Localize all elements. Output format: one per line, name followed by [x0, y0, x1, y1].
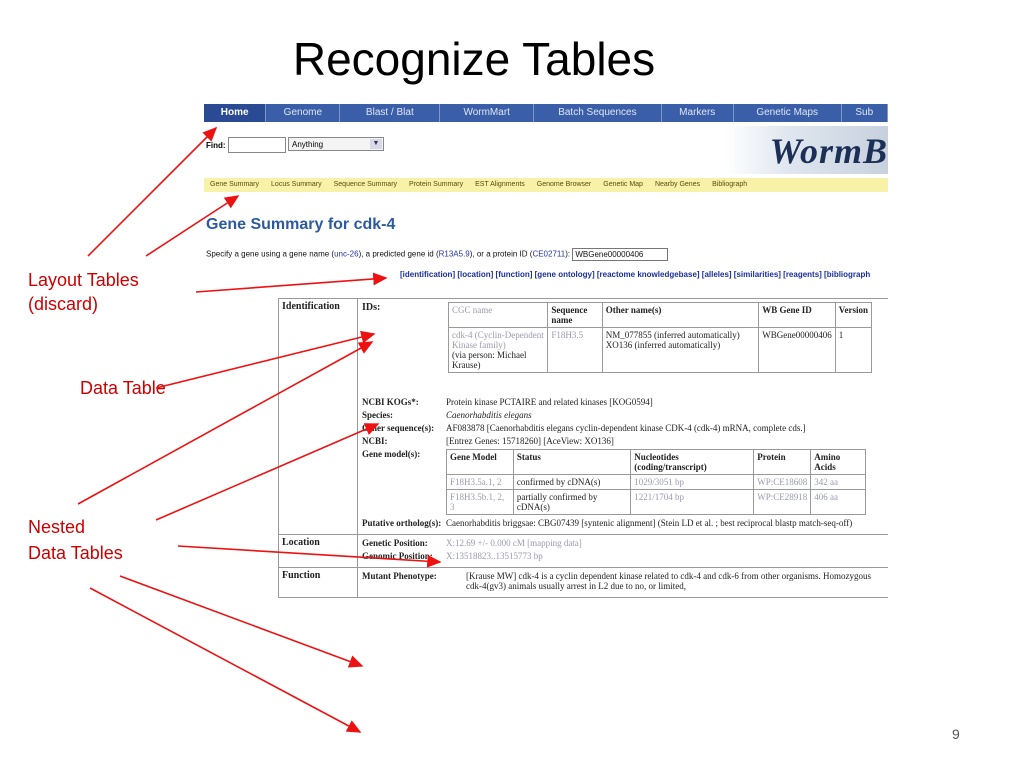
- function-label: Function: [279, 568, 358, 598]
- subnav-nearby-genes[interactable]: Nearby Genes: [654, 181, 701, 188]
- mutant-phenotype-row: [362, 571, 885, 591]
- other-sequences-row: [362, 423, 885, 433]
- gm-model-cell[interactable]: F18H3.5a.1, 2: [447, 475, 514, 490]
- ids-table: [448, 302, 872, 373]
- ortholog-value: Caenorhabditis briggsae: CBG07439 [syntenic alignment] (Stein LD et al. ; best reciprocal blastp match-seq-off): [446, 518, 853, 528]
- ortholog-row: [362, 518, 885, 528]
- function-body: [358, 568, 889, 598]
- nav-sub[interactable]: Sub: [842, 104, 888, 122]
- specify-mid1: ), a predicted gene id (: [358, 249, 439, 259]
- genomic-position-label: Genomic Position:: [362, 551, 433, 561]
- gm-status-cell: confirmed by cDNA(s): [513, 475, 630, 490]
- nav-genome[interactable]: Genome: [266, 104, 340, 122]
- subnav-bibliography[interactable]: Bibliograph: [712, 181, 748, 188]
- gm-aa-cell: 342 aa: [811, 475, 866, 490]
- example-gene-name-link[interactable]: unc-26: [334, 249, 359, 259]
- identification-label: Identification: [279, 299, 358, 535]
- nav-wormmart[interactable]: WormMart: [440, 104, 534, 122]
- ids-other-cell: NM_077855 (inferred automatically) XO136 (inferred automatically): [602, 328, 759, 373]
- gene-summary-title: Gene Summary for cdk-4: [206, 216, 396, 233]
- top-navbar: [204, 104, 888, 122]
- arrow-layout-nav: [88, 128, 216, 256]
- find-label: Find:: [206, 141, 226, 150]
- other-sequences-value: AF083878 [Caenorhabditis elegans cyclin-dependent kinase CDK-4 (cdk-4) mRNA, complete cds.]: [446, 423, 806, 433]
- gm-aa-cell: 406 aa: [811, 490, 866, 515]
- gene-models-table-wrap: [446, 449, 885, 515]
- gene-data-table: [278, 298, 888, 598]
- subnav: [204, 178, 888, 192]
- ids-header-row: [449, 303, 872, 328]
- subnav-protein-summary[interactable]: Protein Summary: [409, 181, 464, 188]
- example-gene-id-link[interactable]: R13A5.9: [438, 249, 470, 259]
- ids-header-version: Version: [835, 303, 871, 328]
- table-row: [449, 328, 872, 373]
- gm-model-cell[interactable]: F18H3.5b.1, 2, 3: [447, 490, 514, 515]
- species-row: [362, 410, 885, 420]
- ncbi-value: [Entrez Genes: 15718260] [AceView: XO136]: [446, 436, 614, 446]
- wormbase-screenshot: [204, 104, 888, 738]
- gm-header-model: Gene Model: [447, 450, 514, 475]
- nav-markers[interactable]: Markers: [662, 104, 734, 122]
- genomic-position-row: [362, 551, 885, 561]
- location-section: [279, 535, 889, 568]
- ncbi-kogs-label: NCBI KOGs*:: [362, 397, 419, 407]
- gene-id-input[interactable]: WBGene00000406: [572, 248, 668, 261]
- subnav-sequence-summary[interactable]: Sequence Summary: [333, 181, 398, 188]
- gm-status-cell: partially confirmed by cDNA(s): [513, 490, 630, 515]
- specify-prefix: Specify a gene using a gene name (: [206, 249, 335, 259]
- genetic-position-row: [362, 538, 885, 548]
- cgc-name-link[interactable]: cdk-4 (Cyclin-Dependent Kinase family): [452, 330, 544, 350]
- gm-header-status: Status: [513, 450, 630, 475]
- gm-protein-cell[interactable]: WP:CE18608: [754, 475, 811, 490]
- specify-suffix: ):: [565, 249, 571, 259]
- species-label: Species:: [362, 410, 393, 420]
- identification-section: [279, 299, 889, 535]
- section-anchor-links[interactable]: [identification] [location] [function] [gene ontology] [reactome knowledgebase] [alleles] [similarities] [reagents] [bibliograph: [400, 270, 871, 279]
- slide-title: Recognize Tables: [292, 33, 656, 85]
- find-input[interactable]: [228, 137, 286, 153]
- example-protein-id-link[interactable]: CE02711: [532, 249, 566, 259]
- ids-cgc-cell: [449, 328, 548, 373]
- find-row: [204, 136, 888, 156]
- ortholog-label: Putative ortholog(s):: [362, 518, 442, 528]
- ids-header-sequence: Sequence name: [548, 303, 602, 328]
- ids-label: IDs:: [362, 302, 381, 313]
- subnav-genome-browser[interactable]: Genome Browser: [536, 181, 592, 188]
- chevron-down-icon[interactable]: ▼: [370, 139, 382, 149]
- annotation-nested-tables: Nested Data Tables: [28, 517, 123, 563]
- gm-nuc-cell: 1221/1704 bp: [631, 490, 754, 515]
- gm-nuc-cell: 1029/3051 bp: [631, 475, 754, 490]
- page-number: 9: [952, 726, 960, 742]
- annotation-layout-tables: Layout Tables (discard): [28, 270, 139, 314]
- ncbi-label: NCBI:: [362, 436, 388, 446]
- mutant-phenotype-value: [Krause MW] cdk-4 is a cyclin dependent kinase related to cdk-4 and cdk-6 from other organisms. Homozygous cdk-4(gv3) animals usually arrest in L2 due to no, or limited,: [466, 571, 871, 591]
- genetic-position-label: Genetic Position:: [362, 538, 428, 548]
- wormbase-logo[interactable]: WormB: [769, 131, 888, 171]
- table-row: [447, 490, 866, 515]
- ncbi-kogs-row: [362, 397, 885, 407]
- species-value: Caenorhabditis elegans: [446, 410, 532, 420]
- ids-header-cgc: CGC name: [449, 303, 548, 328]
- gm-protein-cell[interactable]: WP:CE28918: [754, 490, 811, 515]
- gene-models-table: [446, 449, 866, 515]
- ids-header-wbid: WB Gene ID: [759, 303, 836, 328]
- location-label: Location: [279, 535, 358, 568]
- identification-body: [358, 299, 889, 535]
- other-sequences-label: Other sequence(s):: [362, 423, 435, 433]
- gene-models-row: [362, 449, 885, 515]
- gm-header-protein: Protein: [754, 450, 811, 475]
- ncbi-row: [362, 436, 885, 446]
- subnav-genetic-map[interactable]: Genetic Map: [603, 181, 643, 188]
- nav-batch-sequences[interactable]: Batch Sequences: [534, 104, 662, 122]
- nav-home[interactable]: Home: [204, 104, 266, 122]
- function-section: [279, 568, 889, 598]
- specify-line: [206, 248, 668, 261]
- find-select[interactable]: [288, 137, 384, 151]
- specify-mid2: ), or a protein ID (: [469, 249, 533, 259]
- gm-header-nucleotides: Nucleotides (coding/transcript): [631, 450, 754, 475]
- cgc-person: (via person: Michael Krause): [452, 350, 527, 370]
- find-select-value: Anything: [292, 140, 324, 149]
- gm-header-aa: Amino Acids: [811, 450, 866, 475]
- genomic-position-value: X:13518823..13515773 bp: [446, 551, 543, 561]
- gene-models-label: Gene model(s):: [362, 449, 421, 459]
- ids-block: [362, 302, 885, 373]
- table-row: [447, 475, 866, 490]
- subnav-est-alignments[interactable]: EST Alignments: [475, 181, 525, 188]
- ids-wbid-cell: WBGene00000406: [759, 328, 836, 373]
- ncbi-kogs-value: Protein kinase PCTAIRE and related kinases [KOG0594]: [446, 397, 653, 407]
- subnav-gene-summary[interactable]: Gene Summary: [210, 181, 260, 188]
- nav-blast[interactable]: Blast / Blat: [340, 104, 440, 122]
- mutant-phenotype-label: Mutant Phenotype:: [362, 571, 437, 581]
- ids-header-other: Other name(s): [602, 303, 759, 328]
- ids-version-cell: 1: [835, 328, 871, 373]
- location-body: [358, 535, 889, 568]
- subnav-locus-summary[interactable]: Locus Summary: [271, 181, 322, 188]
- gm-header-row: [447, 450, 866, 475]
- nav-genetic-maps[interactable]: Genetic Maps: [734, 104, 842, 122]
- ids-sequence-cell[interactable]: F18H3.5: [548, 328, 602, 373]
- genetic-position-value: X:12.69 +/- 0.000 cM [mapping data]: [446, 538, 582, 548]
- annotation-data-table: Data Table: [80, 378, 166, 398]
